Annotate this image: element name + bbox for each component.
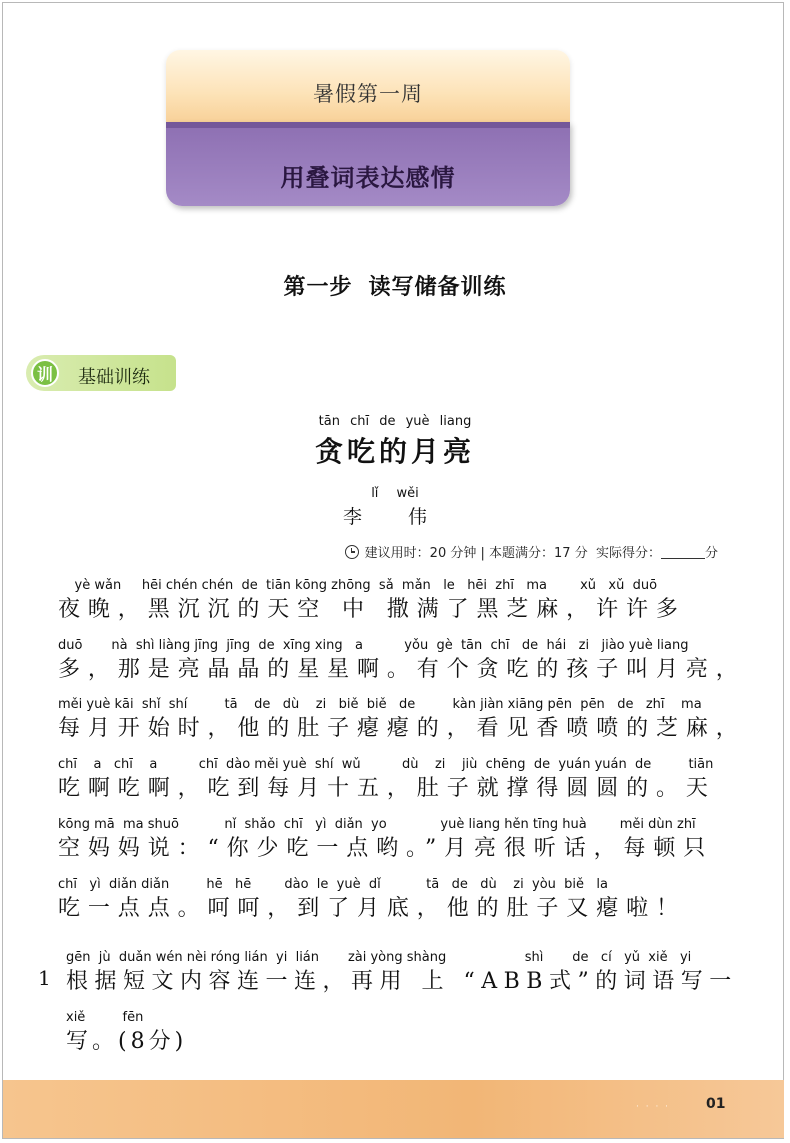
footer-decoration: · · · ·	[636, 1102, 671, 1112]
score-unit: 分	[704, 546, 718, 561]
question-pinyin-2: xiě fēn	[66, 1010, 144, 1025]
story-title-pinyin: tān chī de yuè liang	[318, 414, 472, 429]
story-line-pinyin: měi yuè kāi shǐ shí tā de dù zi biě biě de kàn jiàn xiāng pēn pēn de zhī ma	[58, 697, 702, 712]
question-pinyin: gēn jù duǎn wén nèi róng lián yi lián zài yòng shàng shì de cí yǔ xiě yi	[66, 950, 692, 965]
story-line-pinyin: duō nà shì liàng jīng jīng de xīng xing a yǒu gè tān chī de hái zi jiào yuè liang	[58, 638, 689, 653]
time-info: 建议用时：20 分钟 | 本题满分：17 分 实际得分： 分	[345, 542, 718, 561]
topic-title: 用叠词表达感情	[280, 164, 456, 192]
question-number: 1	[38, 966, 51, 990]
full-score: 本题满分：17 分	[489, 546, 588, 561]
story-line-text: 空妈妈说：“你少吃一点哟。”月亮很听话，每顿只	[58, 836, 714, 861]
question-text-2: 写。(8分)	[66, 1029, 188, 1054]
question-text: 根据短文内容连一连，再用 上 “ABB式”的词语写一	[66, 969, 738, 994]
story-line-pinyin: chī yì diǎn diǎn hē hē dào le yuè dǐ tā de dù zi yòu biě la	[58, 877, 608, 892]
page-number: 01	[706, 1096, 726, 1112]
story-title: 贪吃的月亮	[314, 435, 475, 468]
step-heading	[0, 270, 790, 301]
section-tag-label: 基础训练	[78, 367, 150, 388]
story-line-pinyin: yè wǎn hēi chén chén de tiān kōng zhōng sǎ mǎn le hēi zhī ma xǔ xǔ duō	[58, 578, 658, 593]
step-number: 第一步	[283, 274, 353, 300]
practice-icon: 训	[31, 359, 59, 387]
score-blank[interactable]	[661, 546, 705, 559]
clock-icon	[345, 545, 359, 559]
step-title: 读写储备训练	[368, 274, 507, 300]
author-name: 李 伟	[342, 506, 448, 528]
story-line-text: 吃一点点。呵呵，到了月底，他的肚子又瘪啦！	[58, 896, 686, 921]
story-line-pinyin: chī a chī a chī dào měi yuè shí wǔ dù zi jiù chēng de yuán yuán de tiān	[58, 757, 714, 772]
actual-score-label: 实际得分：	[595, 546, 661, 561]
story-line-pinyin: kōng mā ma shuō nǐ shǎo chī yì diǎn yo yuè liang hěn tīng huà měi dùn zhī	[58, 817, 696, 832]
story-line-text: 每月开始时，他的肚子瘪瘪的，看见香喷喷的芝麻，	[58, 716, 746, 741]
story-line-text: 多，那是亮晶晶的星星啊。有个贪吃的孩子叫月亮，	[58, 657, 746, 682]
author-pinyin: lǐ wěi	[371, 486, 419, 501]
story-line-text: 夜晚，黑沉沉的天空 中 撒满了黑芝麻，许许多	[58, 597, 686, 622]
week-label: 暑假第一周	[313, 82, 423, 106]
story-line-text: 吃啊吃啊，吃到每月十五，肚子就撑得圆圆的。天	[58, 776, 716, 801]
suggested-time: 建议用时：20 分钟	[364, 546, 477, 561]
